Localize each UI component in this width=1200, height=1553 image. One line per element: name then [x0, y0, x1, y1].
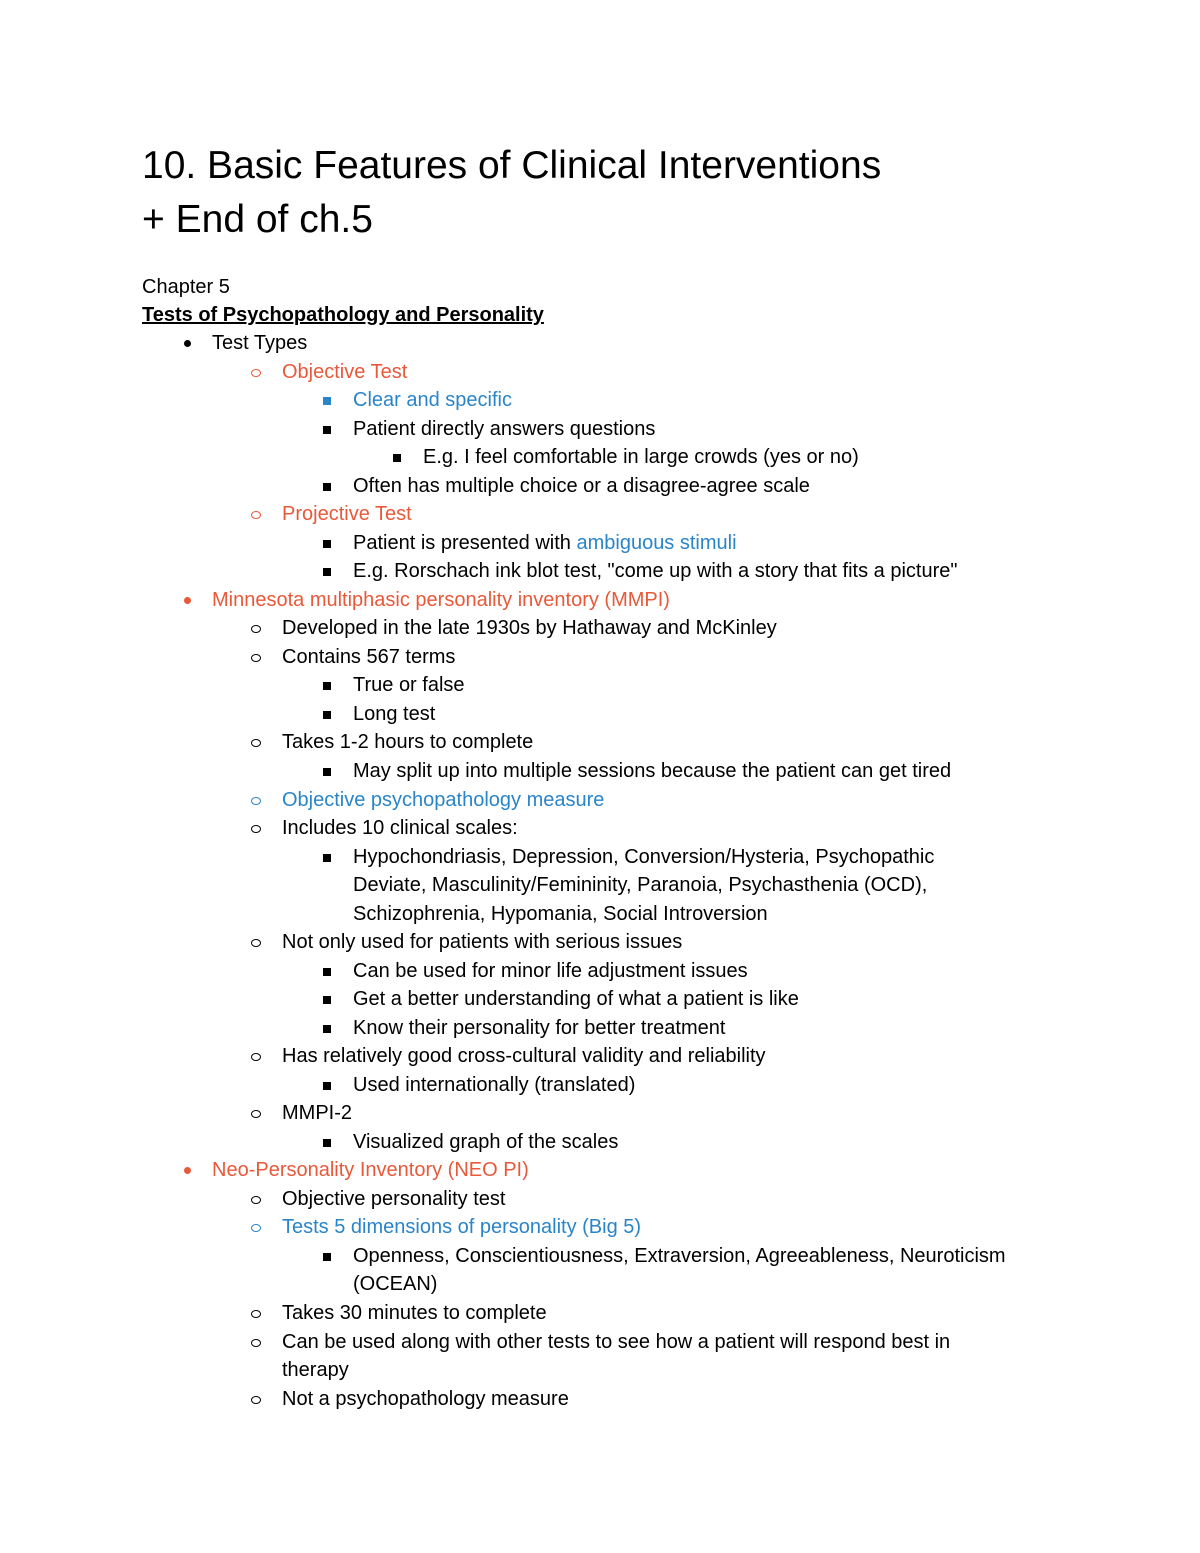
section-heading: Tests of Psychopathology and Personality	[142, 304, 544, 326]
bullet-ring-icon	[245, 814, 267, 843]
bullet-dot-icon	[176, 329, 198, 358]
list-item: MMPI-2	[282, 1099, 352, 1128]
bullet-square-icon	[316, 1128, 338, 1157]
list-item: Test Types	[212, 329, 307, 358]
bullet-square-icon	[316, 415, 338, 444]
page-title-line-2: + End of ch.5	[142, 198, 373, 241]
list-item: Can be used for minor life adjustment issues	[353, 957, 748, 986]
bullet-ring-icon	[245, 928, 267, 957]
bullet-square-icon	[316, 700, 338, 729]
bullet-square-icon	[316, 757, 338, 786]
list-item: Objective Test	[282, 358, 407, 387]
bullet-ring-icon	[245, 1385, 267, 1414]
list-item: Objective personality test	[282, 1185, 505, 1214]
bullet-square-icon	[316, 671, 338, 700]
bullet-ring-icon	[245, 728, 267, 757]
list-item: Tests 5 dimensions of personality (Big 5)	[282, 1213, 641, 1242]
list-item: Minnesota multiphasic personality inventory (MMPI)	[212, 586, 670, 615]
list-item: Used internationally (translated)	[353, 1071, 635, 1100]
bullet-ring-icon	[245, 1099, 267, 1128]
list-item: Not only used for patients with serious issues	[282, 928, 682, 957]
list-item: True or false	[353, 671, 465, 700]
list-item: Patient directly answers questions	[353, 415, 655, 444]
list-item: Know their personality for better treatment	[353, 1014, 725, 1043]
list-item: E.g. I feel comfortable in large crowds (yes or no)	[423, 443, 859, 472]
bullet-ring-icon	[245, 1299, 267, 1328]
bullet-ring-icon	[245, 1185, 267, 1214]
list-item: Can be used along with other tests to see how a patient will respond best in	[282, 1328, 950, 1357]
bullet-ring-icon	[245, 1042, 267, 1071]
bullet-square-icon	[316, 529, 338, 558]
bullet-square-icon	[316, 1071, 338, 1100]
bullet-square-icon	[316, 985, 338, 1014]
inline-text: Patient is presented with	[353, 532, 577, 554]
list-item: Takes 30 minutes to complete	[282, 1299, 547, 1328]
bullet-ring-icon	[245, 1328, 267, 1357]
list-item: May split up into multiple sessions because the patient can get tired	[353, 757, 951, 786]
bullet-ring-icon	[245, 786, 267, 815]
bullet-square-icon	[316, 957, 338, 986]
bullet-square-icon	[316, 472, 338, 501]
list-item: Openness, Conscientiousness, Extraversion, Agreeableness, Neuroticism	[353, 1242, 1006, 1271]
bullet-square-icon	[386, 443, 408, 472]
bullet-square-icon	[316, 1014, 338, 1043]
bullet-square-icon	[316, 557, 338, 586]
list-item: Has relatively good cross-cultural validity and reliability	[282, 1042, 766, 1071]
bullet-square-icon	[316, 386, 338, 415]
list-item: Contains 567 terms	[282, 643, 455, 672]
highlighted-text: ambiguous stimuli	[576, 532, 737, 554]
list-item: E.g. Rorschach ink blot test, "come up with a story that fits a picture"	[353, 557, 957, 586]
list-item: Objective psychopathology measure	[282, 786, 604, 815]
bullet-ring-icon	[245, 614, 267, 643]
list-item-continuation: Deviate, Masculinity/Femininity, Paranoia, Psychasthenia (OCD),	[353, 874, 928, 896]
list-item: Long test	[353, 700, 435, 729]
list-item: Takes 1-2 hours to complete	[282, 728, 533, 757]
list-item-continuation: (OCEAN)	[353, 1273, 438, 1295]
list-item: Often has multiple choice or a disagree-agree scale	[353, 472, 810, 501]
list-item-continuation: Schizophrenia, Hypomania, Social Introversion	[353, 903, 768, 925]
bullet-ring-icon	[245, 1213, 267, 1242]
list-item: Developed in the late 1930s by Hathaway and McKinley	[282, 614, 777, 643]
bullet-ring-icon	[245, 500, 267, 529]
list-item	[353, 529, 737, 558]
list-item: Not a psychopathology measure	[282, 1385, 569, 1414]
page-title-line-1: 10. Basic Features of Clinical Interventions	[142, 144, 882, 187]
bullet-ring-icon	[245, 643, 267, 672]
list-item-continuation: therapy	[282, 1359, 349, 1381]
list-item: Projective Test	[282, 500, 412, 529]
bullet-square-icon	[316, 843, 338, 872]
bullet-dot-icon	[176, 586, 198, 615]
bullet-ring-icon	[245, 358, 267, 387]
list-item: Includes 10 clinical scales:	[282, 814, 518, 843]
chapter-label: Chapter 5	[142, 276, 230, 298]
list-item: Clear and specific	[353, 386, 512, 415]
bullet-dot-icon	[176, 1156, 198, 1185]
list-item: Neo-Personality Inventory (NEO PI)	[212, 1156, 529, 1185]
list-item: Get a better understanding of what a patient is like	[353, 985, 799, 1014]
bullet-square-icon	[316, 1242, 338, 1271]
list-item: Hypochondriasis, Depression, Conversion/Hysteria, Psychopathic	[353, 843, 934, 872]
list-item: Visualized graph of the scales	[353, 1128, 618, 1157]
